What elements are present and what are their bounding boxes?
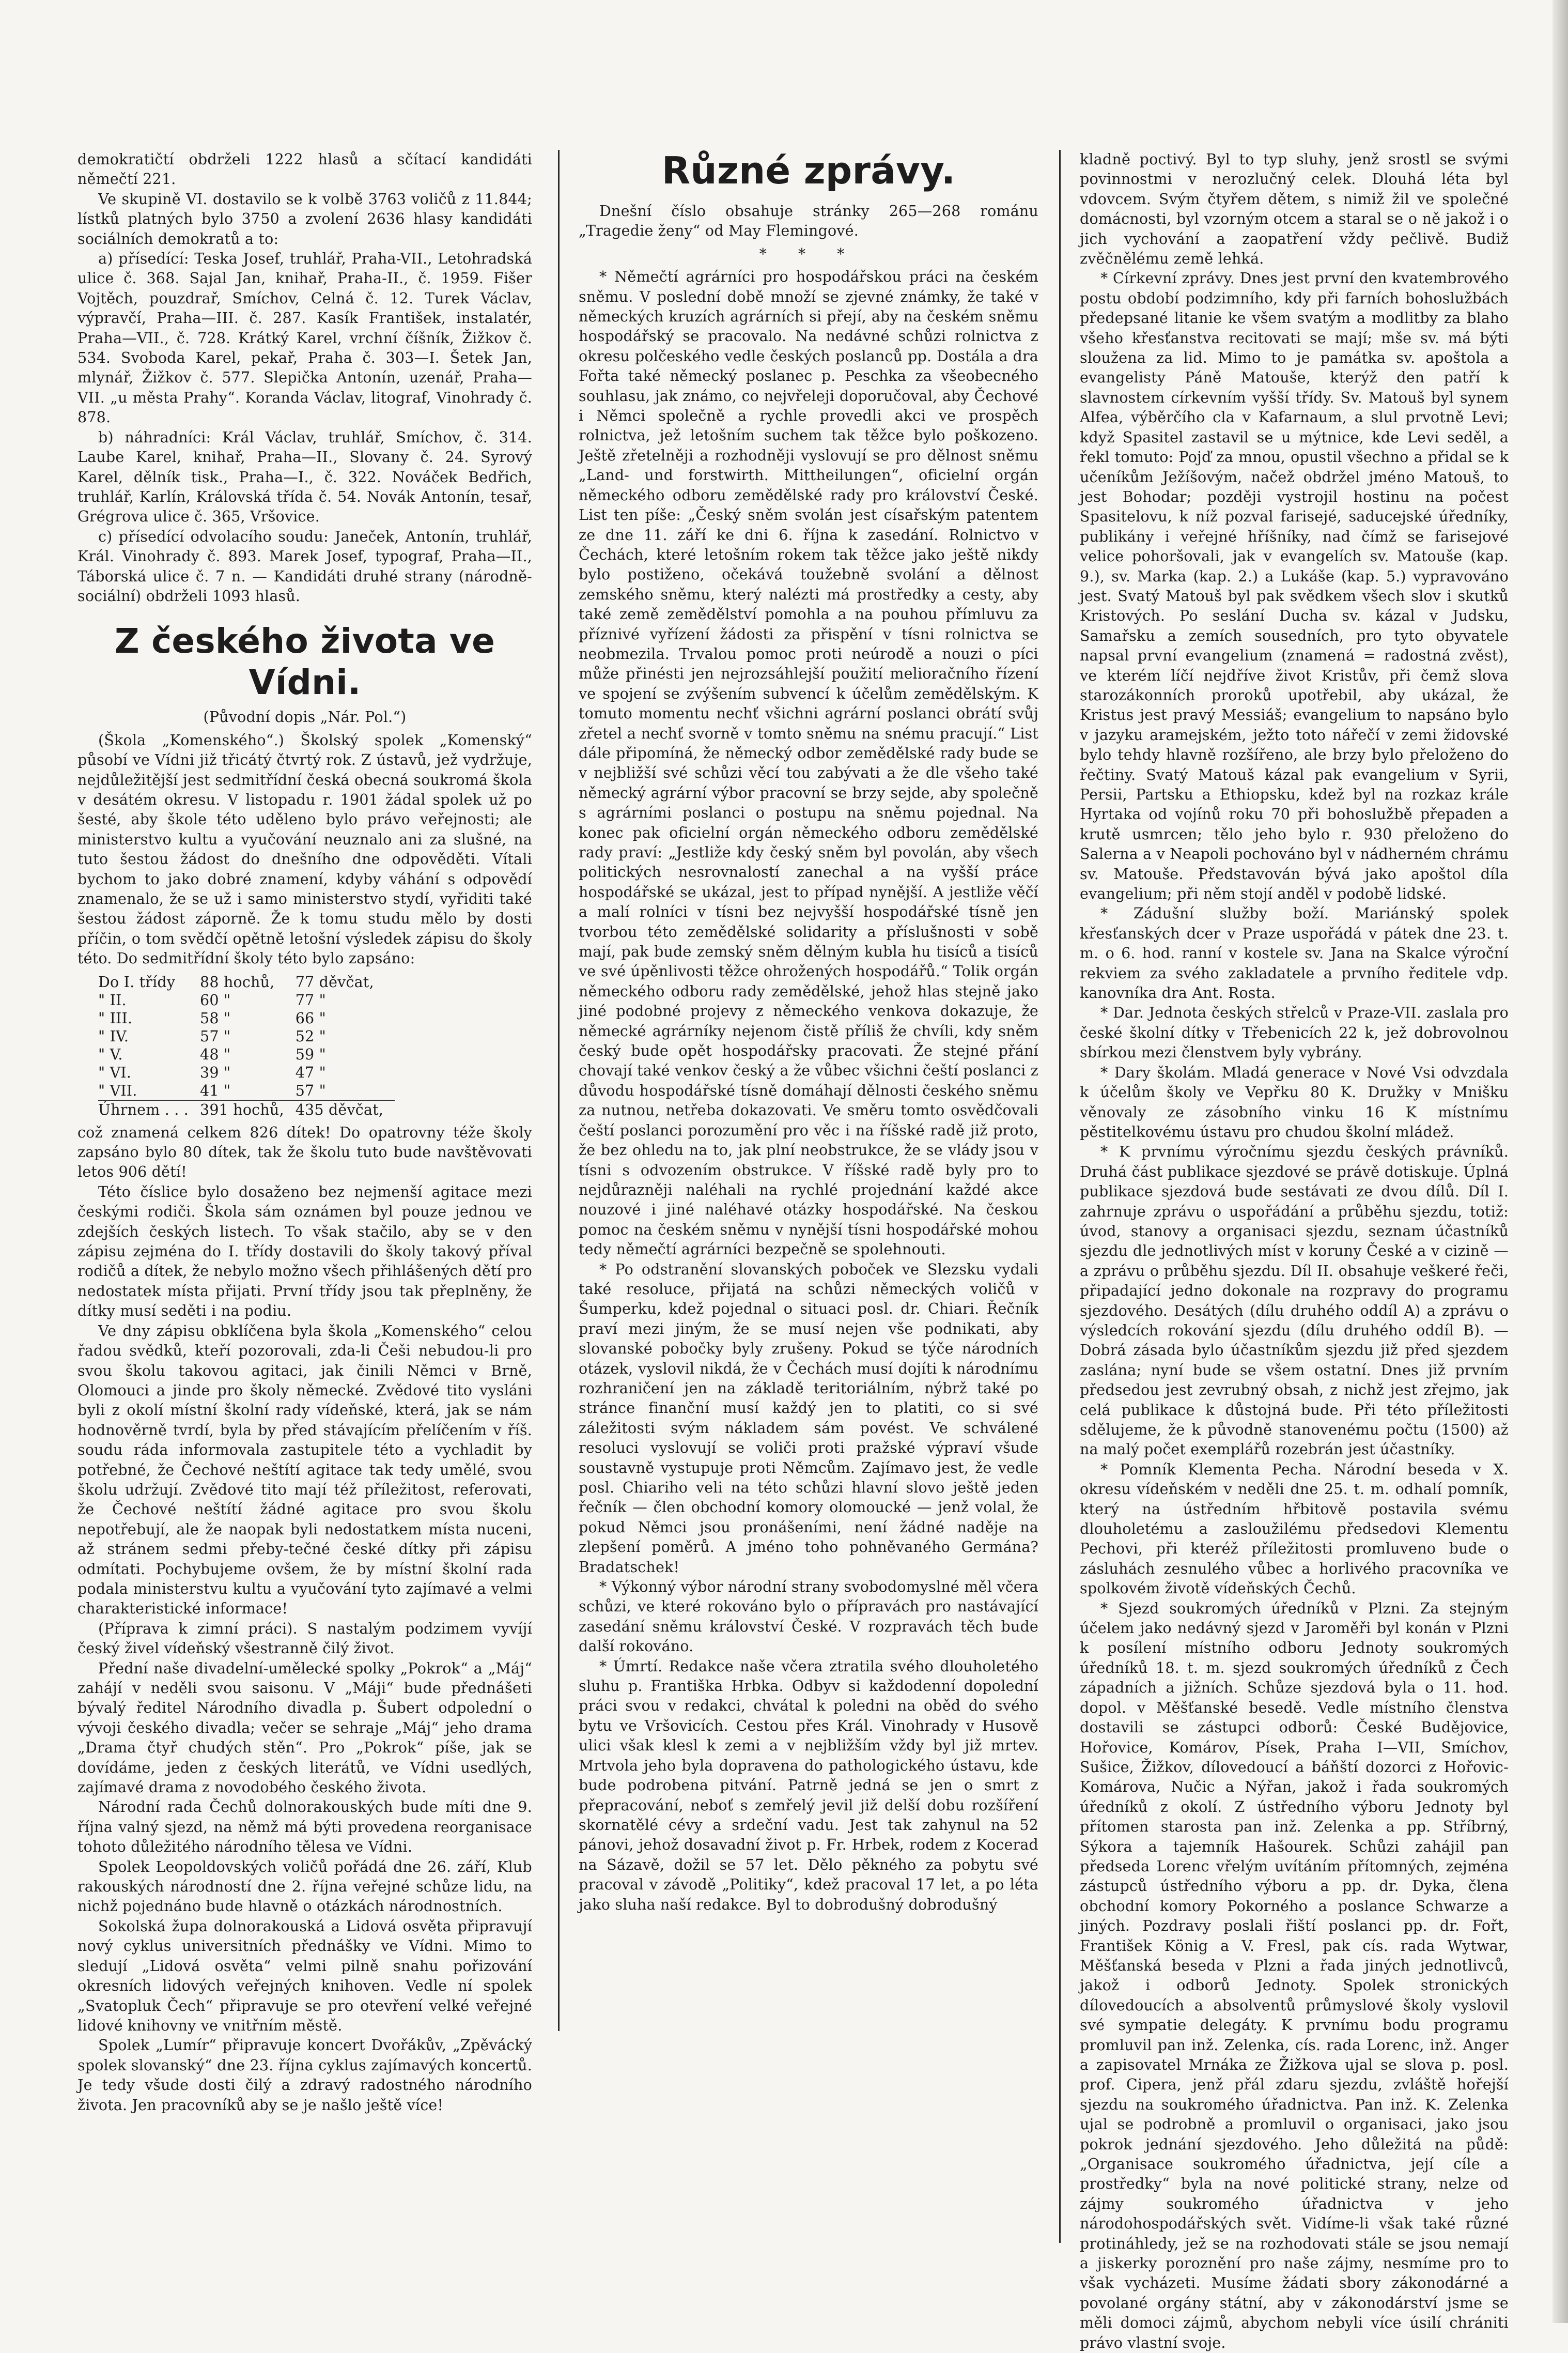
paragraph: b) náhradníci: Král Václav, truhlář, Smíchov, č. 314. Laube Karel, knihař, Praha—II., Slovany č. 24. Syrový Karel, dělník tisk., Praha—I., č. 322. Nováček Bedřich, truhlář, Karlín, Královská třída č. 54. Novák Antonín, tesař, Grégrova ulice č. 365, Vršovice.: [77, 428, 532, 526]
section-title: Různé zprávy.: [661, 149, 956, 192]
paragraph: c) přísedící odvolacího soudu: Janeček, Antonín, truhlář, Král. Vinohrady č. 893. Marek Josef, typograf, Praha—II., Táborská ulice č. 7 n. — Kandidáti druhé strany (národně-sociální) obdrželi 1093 hlasů.: [77, 528, 532, 605]
table-row: [98, 1027, 395, 1045]
table-cell: 59 ": [295, 1045, 326, 1063]
table-cell: 57 ": [295, 1082, 326, 1099]
table-cell: " VI.: [98, 1064, 132, 1081]
table-cell: " IV.: [98, 1027, 129, 1045]
table-row: [98, 1064, 395, 1082]
paragraph: Spolek „Lumír“ připravuje koncert Dvořákův, „Zpěvácký spolek slovanský“ dne 23. října cyklus zajímavých koncertů. Je tedy všude dosti čilý a zdravý radostného národního života. Jen pracovníků aby se je našlo ještě více!: [77, 2037, 532, 2114]
paragraph: Národní rada Čechů dolnorakouských bude míti dne 9. října valný sjezd, na němž má býti provedena reorganisace tohoto důležitého národního tělesa ve Vídni.: [77, 1798, 532, 1856]
paragraph: Sokolská župa dolnorakouská a Lidová osvěta připravují nový cyklus universitních přednášky ve Vídni. Mimo to sledují „Lidová osvěta“ velmi pilně snahu pořizování okresních lidových veřejných knihoven. Vedle ní spolek „Svatopluk Čech“ připravuje se pro otevření velké veřejné lidové knihovny ve vnitřním městě.: [77, 1917, 532, 2034]
table-cell: " II.: [98, 991, 127, 1009]
column-rule: [1059, 150, 1061, 2243]
paragraph: což znamená celkem 826 dítek! Do opatrovny téže školy zapsáno bylo 80 dítek, tak že školu tuto bude navštěvovati letos 906 dětí!: [77, 1124, 532, 1181]
paragraph: * Zádušní služby boží. Mariánský spolek křesťanských dcer v Praze uspořádá v pátek dne 23. t. m. o 6. hod. ranní v kostele sv. Jana na Skalce výroční rekviem za svého zakladatele a prvního ředitele vdp. kanovníka dra Ant. Rosta.: [1080, 905, 1509, 1002]
paragraph: * Němečtí agrárníci pro hospodářskou práci na českém sněmu. V poslední době množí se zjevné známky, že také v německých kruzích agrárních si přejí, aby na českém sněmu hospodářský se pracovalo. Na nedávné schůzi rolnictva z okresu polčeského vedle českých poslanců pp. Dostála a dra Fořta také německý poslanec p. Peschka za všeobecného souhlasu, jak známo, co nejvřeleji doporučoval, aby Čechové i Němci společně a rychle provedli akci ve prospěch rolnictva, jež letošním suchem tak těžce bylo poškozeno. Ještě zřetelněji a rozhodněji vyslovují se pro dělnost sněmu „Land- und forstwirth. Mittheilungen“, oficielní orgán německého odboru zemědělské rady pro království České. List ten píše: „Český sněm svolán jest císařským patentem ze dne 11. září ke dni 6. října k zasedání. Rolnictvo v Čechách, které letošním rokem tak těžce jako ještě nikdy bylo postiženo, očekává toužebně svolání a dělnost zemského sněmu, který nalézti má prostředky a cesty, aby také země zemědělství pomohla a na pouhou přímluvu za příznivé vyřízení žádosti za přispění v tísni rolnictva se neobmezila. Trvalou pomoc proti neúrodě a nouzi o píci může přinésti jen nejrozsáhlejší použití melioračního řízení ve spojení se zvýšením subvencí k účelům zemědělským. K tomuto momentu nechť všichni agrární poslanci obrátí svůj zřetel a nechť svorně v tomto sněmu na snému pracují.“ List dále připomíná, že německý odbor zemědělské rady bude se v nejbližší své schůzi věcí tou zabývati a že dle všeho také německý agrární výbor pracovní se brzy sejde, aby společně s agrárními poslanci o postupu na sněmu pojednal. Na konec pak oficielní orgán německého odboru zemědělské rady praví: „Jestliže kdy český sněm byl povolán, aby všech politických nesrovnalostí zanechal a na vyšší práce hospodářské se ukázal, jest to případ nynější. A jestliže věčí a malí rolníci v tísni bez nejvyšší hospodářské tísně jen tvorbou této zemědělské solidarity a příslušnosti v sobě mají, pak bude zemský sněm dělným kubla hu tisíců a tisíců ve své úpěnlivosti těžce ohrožených hospodářů.“ Tolik orgán německého odboru rady zemědělské, jehož hlas stejně jako jiné podobné projevy z německého venkova dokazuje, že německé agrárníky nejenom čistě příliš že chvíli, kdy sněm český bude opět hospodářsky pracovati. Že stejné přání chovají také venkov český a že vůbec všichni čeští poslanci z důvodu hospodářské tísně domáhají dělnosti českého sněmu za nutnou, netřeba dokazovati. Ve směru tomto osvědčovali čeští poslanci porozumění pro věc i na říšské radě již proto, že bez ohledu na to, jak plní neobstrukce, že se vlády jsou v tísni s odvozením obstrukce. V říšské radě byly pro to nejdůrazněji naléhali na rychlé projednání každé akce nouzové i jiné naléhavé otázky hospodářské. Na českou pomoc na českém sněmu v nynější tísni hospodářské mohou tedy němečtí agrárníci bezpečně se spolehnouti.: [579, 268, 1038, 1258]
table-sum-row: [98, 1100, 395, 1119]
enrollment-table: [98, 973, 395, 1119]
table-cell: 47 ": [295, 1064, 326, 1081]
paragraph: Spolek Leopoldovských voličů pořádá dne 26. září, Klub rakouských národností dne 2. října veřejné schůze lidu, na nichž pojednáno bude hlavně o otázkách národnostních.: [77, 1858, 532, 1915]
column-left: [77, 150, 532, 2115]
table-cell: " V.: [98, 1045, 123, 1063]
paragraph: Dnešní číslo obsahuje stránky 265—268 románu „Tragedie ženy“ od May Flemingové.: [579, 203, 1038, 240]
column-middle: [579, 150, 1038, 1915]
table-cell: 60 ": [200, 991, 231, 1009]
paragraph: demokratičtí obdrželi 1222 hlasů a sčítací kandidáti němečtí 221.: [77, 151, 532, 188]
table-cell: " VII.: [98, 1082, 137, 1099]
paragraph: * K prvnímu výročnímu sjezdu českých právníků. Druhá část publikace sjezdové se právě dotiskuje. Úplná publikace sjezdová bude sestávati ze dvou dílů. Díl I. zahrnuje zprávu o uspořádání a průběhu sjezdu, totiž: úvod, stanovy a organisaci sjezdu, seznam účastníků sjezdu dle jednotlivých míst v koruny České a v cizině — a zprávu o průběhu sjezdu. Díl II. obsahuje veškeré řeči, připadající jedno dokonale na rozpravy do programu sjezdového. Desátých (dílu druhého oddíl A) a zprávu o výsledcích rokování sjezdu (dílu druhého oddíl B). — Dobrá zásada bylo účastníkům sjezdu již před sjezdem zaslána; nyní bude se všem ostatní. Dnes již prvním předsedou jest zevrubný obsah, z nichž jest zřejmo, jak celá publikace k důstojná bude. Při této příležitosti sdělujeme, že k původně stanovenému počtu (1500) až na malý počet exemplářů rozebrán jest účastníky.: [1080, 1143, 1509, 1458]
table-cell: Úhrnem . . .: [98, 1100, 200, 1119]
paragraph: * Dary školám. Mladá generace v Nové Vsi odvzdala k účelům školy ve Vepřku 80 K. Družky v Mnišku věnovaly ze zásobního vinku 16 K místnímu pěstitelkovému ústavu pro chudou školní mládež.: [1080, 1064, 1509, 1141]
paragraph: * Sjezd soukromých úředníků v Plzni. Za stejným účelem jako nedávný sjezd v Jaroměři byl konán v Plzni k posílení místního odboru Jednoty soukromých úředníků 18. t. m. sjezd soukromých úředníků z Čech západních a jižních. Schůze sjezdová byla o 11. hod. dopol. v Měšťanské besedě. Vedle místního členstva dostavili se zástupci odborů: České Budějovice, Hořovice, Komárov, Písek, Praha I—VII, Smíchov, Sušice, Žižkov, dílovedoucí a báňští dozorci z Hořovic-Komárova, Nučic a Nýřan, jakož i řada soukromých úředníků z okolí. Z ústředního výboru Jednoty byl přítomen starosta pan inž. Zelenka a pp. Stříbrný, Sýkora a tajemník Hašourek. Schůzi zahájil pan předseda Lorenc vřelým uvítáním přítomných, zejména zástupců ústředního výboru a pp. dr. Dyka, člena obchodní komory Pokorného a poslance Schwarze a jiných. Pozdravy poslali řiští poslanci pp. dr. Fořt, František König a V. Fresl, pak cís. rada Wytwar, Měšťanská beseda v Plzni a řada jiných jednotlivců, jakož i odborů Jednoty. Spolek stronických dílovedoucích a absolventů průmyslové školy vyslovil své sympatie delegáty. K prvnímu bodu programu promluvil pan inž. Zelenka, cís. rada Lorenc, inž. Anger a zapisovatel Mrnáka ze Žižkova ujal se slova p. posl. prof. Cipera, jenž přál zdaru sjezdu, zvláště hořejší sjezdu na soukromého úřadnictva. Pan inž. K. Zelenka ujal se podrobně a promluvil o organisaci, jako jsou pokrok jednání sjezdového. Jeho důležitá na půdě: „Organisace soukromého úřadnictva, její cíle a prostředky“ byla na nové politické strany, nelze od zájmy soukromého úřadnictva v jeho národohospodářských svět. Vidíme-li však také různé protináhledy, jež se na rozhodovati stále se jsou nemají a jiskerky poroznění pro naše zájmy, nesmíme pro to však vycházeti. Musíme žádati sbory zákonodárné a povolané orgány státní, aby v zákonodárství jsme se měli domoci zájmů, abychom nebyli více úsilí chrániti právo vlastní svoje.: [1080, 1600, 1509, 2351]
table-cell: " III.: [98, 1009, 133, 1027]
table-row: [98, 991, 395, 1009]
paragraph: Ve skupině VI. dostavilo se k volbě 3763 voličů z 11.844; lístků platných bylo 3750 a zvolení 2636 hlasy kandidáti sociálních demokratů a to:: [77, 190, 532, 248]
table-cell: 39 ": [200, 1064, 231, 1081]
paragraph: * Po odstranění slovanských poboček ve Slezsku vydali také resoluce, přijatá na schůzi německých voličů v Šumperku, kdež pojednal o situaci posl. dr. Chiari. Řečník praví mezi jiným, že se musí nejen vše podnikati, aby slovanské pobočky byly zrušeny. Pokud se týče národních otázek, vyslovil nikdá, že v Čechách musí dojíti k národnímu rozhraničení jen na základě teritoriálním, nýbrž také po stránce finanční musí každý jen to platiti, co si své záležitosti svým nákladem sám povést. Ve schválené resoluci vyslovují se voliči proti pražské výpraví všude soustavně vystupuje proti Němcům. Zajímavo jest, že vedle posl. Chiariho veli na této schůzi hlavní slovo ještě jeden řečník — člen obchodní komory olomoucké — jenž volal, že pokud Němci jsou pronášeními, není žádné naděje na zlepšení poměrů. A jméno toho pohněvaného Germána? Bradatschek!: [579, 1260, 1038, 1576]
table-cell: 77 ": [295, 991, 326, 1009]
table-cell: 52 ": [295, 1027, 326, 1045]
paragraph: * Úmrtí. Redakce naše včera ztratila svého dlouholetého sluhu p. Františka Hrbka. Odbyv si každodenní dopolední práci svou v redakci, chvátal k poledni na oběd do svého bytu ve Vršovicích. Cestou přes Král. Vinohrady v Husově ulici však klesl k zemi a v nejbližším vždy byl již mrtev. Mrtvola jeho byla dopravena do pathologického ústavu, kde bude podrobena pitvání. Patrně jedná se jen o smrt z přepracování, neboť s zemřelý jevil již delší dobu rozšíření skornatělé cévy a srdeční vadu. Jest tak zahynul na 52 pánovi, jehož dosavadní život p. Fr. Hrbek, rodem z Kocerad na Sázavě, dožil se 57 let. Dělo pěkného za pobytu své pracoval v závodě „Politiky“, kdež pracoval 17 let, a po léta jako sluha naší redakce. Byl to dobrodušný dobrodušný: [579, 1657, 1038, 1913]
table-row: [98, 973, 395, 991]
separator-stars: * * *: [759, 245, 858, 263]
section-title: Z českého života ve Vídni.: [114, 621, 495, 703]
table-cell: 41 ": [200, 1082, 231, 1099]
paragraph: Přední naše divadelní-umělecké spolky „Pokrok“ a „Máj“ zahájí v neděli svou saisonu. V „Máji“ bude přednášeti bývalý ředitel Národního divadla p. Šubert odpolední o vývoji českého divadla; večer se sehraje „Máj“ jeho drama „Drama čtyř chudých stěn“. Pro „Pokrok“ píše, jak se dovídáme, jeden z českých literátů, ve Vídni usedlých, zajímavé drama z novodobého českého života.: [77, 1659, 532, 1796]
column-right: [1080, 150, 1509, 2353]
table-cell: 88 hochů,: [200, 973, 275, 991]
table-cell: 48 ": [200, 1045, 231, 1063]
page-edge: [1553, 0, 1568, 2323]
table-cell: 435 děvčat,: [296, 1100, 395, 1119]
table-cell: Do I. třídy: [98, 973, 176, 991]
paragraph: kladně poctivý. Byl to typ sluhy, jenž srostl se svými povinnostmi v nerozlučný celek. Dlouhá léta byl vdovcem. Svým čtyřem dětem, s nimiž žil ve společné domácnosti, byl vzorným otcem a staral se o ně jakož i o jich vychování a zaopatření vždy pečlivě. Budiž zvěčnělému země lehká.: [1080, 151, 1509, 268]
table-cell: 57 ": [200, 1027, 231, 1045]
paragraph: * Církevní zprávy. Dnes jest první den kvatembrového postu období podzimního, kdy při farních bohoslužbách předepsané litanie ke všem svatým a modlitby za blaho všeho křesťanstva recitovati se mají; mše sv. má býti sloužena za lid. Mimo to je památka sv. apoštola a evangelisty Páně Matouše, kterýž den patří k slavnostem církevním vyšší třídy. Sv. Matouš byl synem Alfea, výběrčího cla v Kafarnaum, a slul prvotně Levi; když Spasitel zastavil se u mýtnice, kde Levi seděl, a řekl tomuto: Pojď za mnou, opustil všechno a přidal se k učeníkům Ježíšovým, načež obdržel jméno Matouš, to jest Bohodar; později vystrojil hostinu na počest Spasitelovu, k níž pozval farisejé, saducejské úředníky, publikány i veřejné hříšníky, nad čímž se farisejové velice pohoršovali, jak v evangelích sv. Matouše (kap. 9.), sv. Marka (kap. 2.) a Lukáše (kap. 5.) vypravováno jest. Svatý Matouš byl pak svědkem všech slov i skutků Kristových. Po seslání Ducha sv. kázal v Judsku, Samařsku a zemích sousedních, pro tyto obyvatele napsal první evangelium (znamená = radostná zvěst), ve kterém líčí nejdříve život Kristův, při čemž slova starozákonních proroků upotřebil, aby ukázal, že Kristus jest pravý Messiáš; evangelium to napsáno bylo v jazyku aramejském, ježto toto nářečí v zemi židovské bylo tehdy hlavně rozšířeno, ale brzy bylo přeloženo do řečtiny. Svatý Matouš kázal pak evangelium v Syrii, Persii, Partsku a Ethiopsku, kdež byl na rozkaz krále Hyrtaka od vojínů roku 70 při bohoslužbě přepaden a krutě usmrcen; tělo jeho bylo r. 930 přeloženo do Salerna a v Neapoli pochováno byl v nádherném chrámu sv. Matouše. Představován bývá jako apoštol díla evangelium; při něm stojí anděl v podobě lidské.: [1080, 270, 1509, 903]
table-row: [98, 1045, 395, 1064]
paragraph: * Pomník Klementa Pecha. Národní beseda v X. okresu vídeňském v neděli dne 25. t. m. odhalí pomník, který na ústředním hřbitově postavila svému dlouholetému a zasloužilému předsedovi Klementu Pechovi, při kteréž příležitosti promluveno bude o zásluhách zesnulého vůbec a horlivého pracovníka ve spolkovém životě vídeňských Čechů.: [1080, 1460, 1509, 1597]
paragraph: Ve dny zápisu obklíčena byla škola „Komenského“ celou řadou svědků, kteří pozorovali, zda-li Češi nebudou-li pro svou školu takovou agitaci, jak činili Němci v Brně, Olomouci a jinde pro školy německé. Zvědové tito vysláni byli z okolí místní školní rady vídeňské, která, jak se nám hodnověrně tvrdí, byla by před stávajícím přelíčením v říš. soudu ráda informovala zastupitele této a vychladit by potřebné, že Čechové neštítí agitace tak tedy umělé, svou školu udržují. Zvědové tito mají též příležitost, referovati, že Čechové neštítí žádné agitace pro svou školu nepotřebují, ale že naopak byli nedostatkem místa nuceni, až stránem sedmi přeby-tečné české dítky při zápisu odmítati. Pochybujeme ovšem, že by místní školní rada podala ministerstvu kultu a vyučování tyto zajímavé a velmi charakteristické informace!: [77, 1322, 532, 1618]
paragraph: Této číslice bylo dosaženo bez nejmenší agitace mezi českými rodiči. Škola sám oznámen byl pouze jednou ve zdejších českých listech. To však stačilo, aby se v den zápisu zejména do I. třídy dostavili do školy takový příval rodičů a dítek, že nebylo možno všech přihlášených dětí pro nedostatek místa přijati. První třídy jsou tak přeplněny, že dítky musí seděti i na podiu.: [77, 1183, 532, 1320]
section-subtitle: (Původní dopis „Nár. Pol.“): [203, 709, 407, 726]
table-cell: 58 ": [200, 1009, 231, 1027]
paragraph: a) přísedící: Teska Josef, truhlář, Praha-VII., Letohradská ulice č. 368. Sajal Jan, knihař, Praha-II., č. 1959. Fišer Vojtěch, pouzdrař, Smíchov, Celná č. 12. Turek Václav, výpravčí, Praha—III. č. 287. Kasík František, instalatér, Praha—VII., č. 728. Krátký Karel, vrchní číšník, Žižkov č. 534. Svoboda Karel, pekař, Praha č. 303—I. Šetek Jan, mlynář, Žižkov č. 577. Slepička Antonín, uzenář, Praha—VII. „u města Prahy“. Koranda Václav, litograf, Vinohrady č. 878.: [77, 250, 532, 426]
paragraph: (Příprava k zimní práci). S nastalým podzimem vyvíjí český živel vídeňský všestranně čilý život.: [77, 1620, 532, 1657]
paragraph: * Dar. Jednota českých střelců v Praze-VII. zaslala pro české školní dítky v Třebenicích 22 k, jež dobrovolnou sbírkou mezi členstvem byly vybrány.: [1080, 1004, 1509, 1062]
paragraph: * Výkonný výbor národní strany svobodomyslné měl včera schůzi, ve které rokováno bylo o přípravách pro nastávající zasedání sněmu království České. V rozpravách těch bude další rokováno.: [579, 1578, 1038, 1655]
paragraph: (Škola „Komenského“.) Školský spolek „Komenský“ působí ve Vídni již třicátý čtvrtý rok. Z ústavů, jež vydržuje, nejdůležitější jest sedmitřídní česká obecná soukromá škola v desátém okresu. V listopadu r. 1901 žádal spolek už po šesté, aby škole této uděleno bylo právo veřejnosti; ale ministerstvo kultu a vyučování neuznalo ani za slušné, na tuto šestou žádost do dnešního dne odpověděti. Vítali bychom to jako dobré znamení, kdyby váhání s odpovědí znamenalo, že se už i samo ministerstvo stydí, vyřiditi také šestou žádost záporně. Že k tomu studu mělo by dosti příčin, o tom svědčí opětně letošní výsledek zápisu do školy této. Do sedmitřídní školy této bylo zapsáno:: [77, 731, 532, 967]
table-cell: 391 hochů,: [200, 1100, 296, 1119]
table-cell: 66 ": [295, 1009, 326, 1027]
table-cell: 77 děvčat,: [295, 973, 374, 991]
table-row: [98, 1009, 395, 1027]
table-row: [98, 1082, 395, 1100]
column-rule: [558, 150, 560, 2031]
